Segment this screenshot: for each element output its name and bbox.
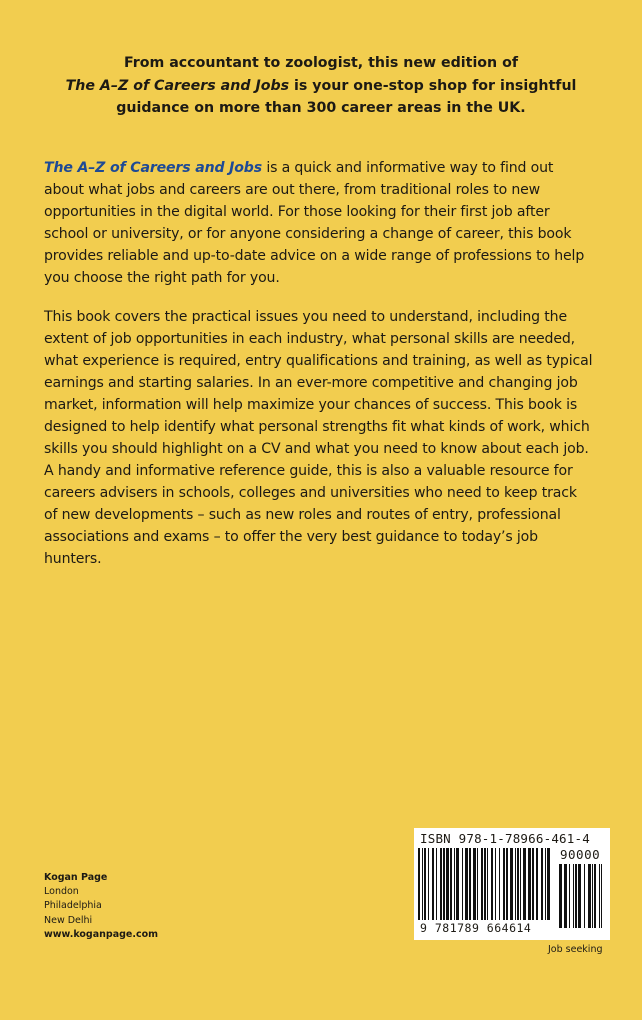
publisher-city: London [44, 886, 79, 898]
publisher-block [44, 871, 158, 942]
barcode-bar [418, 848, 420, 920]
barcode-bar [462, 848, 463, 920]
isbn-label: ISBN 978-1-78966-461-4 [420, 831, 590, 846]
paragraph1-text: is a quick and informative way to find out about what jobs and careers are out there, from traditional roles to new opportunities in the digital world. For those looking for their first job after school or university, or for anyone considering a change of career, this book provides reliable and up-to-date advice on a wide range of professions to help you choose the right path for you. [44, 160, 585, 286]
tagline-book-title: The A–Z of Careers and Jobs [65, 77, 290, 94]
barcode-bar [473, 848, 476, 920]
barcode-bar [432, 848, 434, 920]
barcode-bar [515, 848, 516, 920]
publisher-city: Philadelphia [44, 900, 102, 912]
barcode-bar [523, 848, 526, 920]
barcode-bar [506, 848, 508, 920]
barcode-bar [588, 864, 591, 928]
barcode-bar [424, 848, 426, 920]
publisher-city: New Delhi [44, 914, 93, 926]
barcode-bar [564, 864, 567, 928]
barcode-bar [510, 848, 513, 920]
barcode-bar [547, 848, 550, 920]
barcode-bar [456, 848, 459, 920]
barcode-bar [503, 848, 505, 920]
barcode-bar [528, 848, 531, 920]
ean-digits: 9 781789 664614 [420, 921, 532, 935]
barcode-bar [541, 848, 543, 920]
barcode-bar [532, 848, 534, 920]
description-paragraph-1 [44, 157, 594, 289]
barcode-bar [484, 848, 486, 920]
barcode-bar [436, 848, 437, 920]
tagline-line1: From accountant to zoologist, this new edition of [123, 55, 519, 71]
category-label: Job seeking [548, 944, 603, 955]
barcode-bar [477, 848, 478, 920]
tagline [62, 52, 580, 120]
barcode-bar [491, 848, 493, 920]
barcode-bar [450, 848, 452, 920]
barcode-bar [446, 848, 449, 920]
price-code: 90000 [560, 847, 601, 862]
barcode-bar [428, 848, 429, 920]
paragraph1-book-title: The A–Z of Careers and Jobs [44, 160, 262, 176]
barcode-bar [495, 848, 496, 920]
barcode-bar [559, 864, 562, 928]
barcode-bar [536, 848, 538, 920]
barcode-bar [573, 864, 574, 928]
publisher-website-link[interactable]: www.koganpage.com [44, 928, 159, 940]
description-paragraph-2: This book covers the practical issues you need to understand, including the extent of job opportunities in each industry, what personal skills are needed, what experience is required, entry qualifications and training, as well as typical earnings and starting salaries. In an ever-more competitive and changing job market, information will help maximize your chances of success. This book is designed to help identify what personal strengths fit what kinds of work, which skills you should highlight on a CV and what you need to know about each job. A handy and informative reference guide, this is also a valuable resource for careers advisers in schools, colleges and universities who need to keep track of new developments – such as new roles and routes of entry, professional associations and exams – to offer the very best guidance to today’s job hunters. [44, 309, 593, 567]
barcode-bar [465, 848, 468, 920]
barcode-bar [487, 848, 488, 920]
publisher-name: Kogan Page [44, 872, 108, 883]
barcode-bar [443, 848, 445, 920]
barcode-bar [594, 864, 596, 928]
barcode-bar [569, 864, 570, 928]
barcode-bar [601, 864, 602, 928]
barcode-bar [422, 848, 423, 920]
barcode-bar [592, 864, 593, 928]
barcode-bar [469, 848, 471, 920]
isbn-barcode [414, 828, 610, 940]
barcode-bar [545, 848, 546, 920]
barcode-bar [575, 864, 577, 928]
barcode-bar [520, 848, 521, 920]
barcode-bar [454, 848, 455, 920]
barcode-bar [481, 848, 483, 920]
barcode-bar [517, 848, 519, 920]
barcode-bar [584, 864, 585, 928]
barcode-bar [499, 848, 500, 920]
barcode-bar [578, 864, 581, 928]
barcode-bar [440, 848, 442, 920]
barcode-bar [599, 864, 600, 928]
tagline-line2: is your one-stop shop for insightful guidance on more than 300 career areas in the UK. [116, 77, 577, 116]
